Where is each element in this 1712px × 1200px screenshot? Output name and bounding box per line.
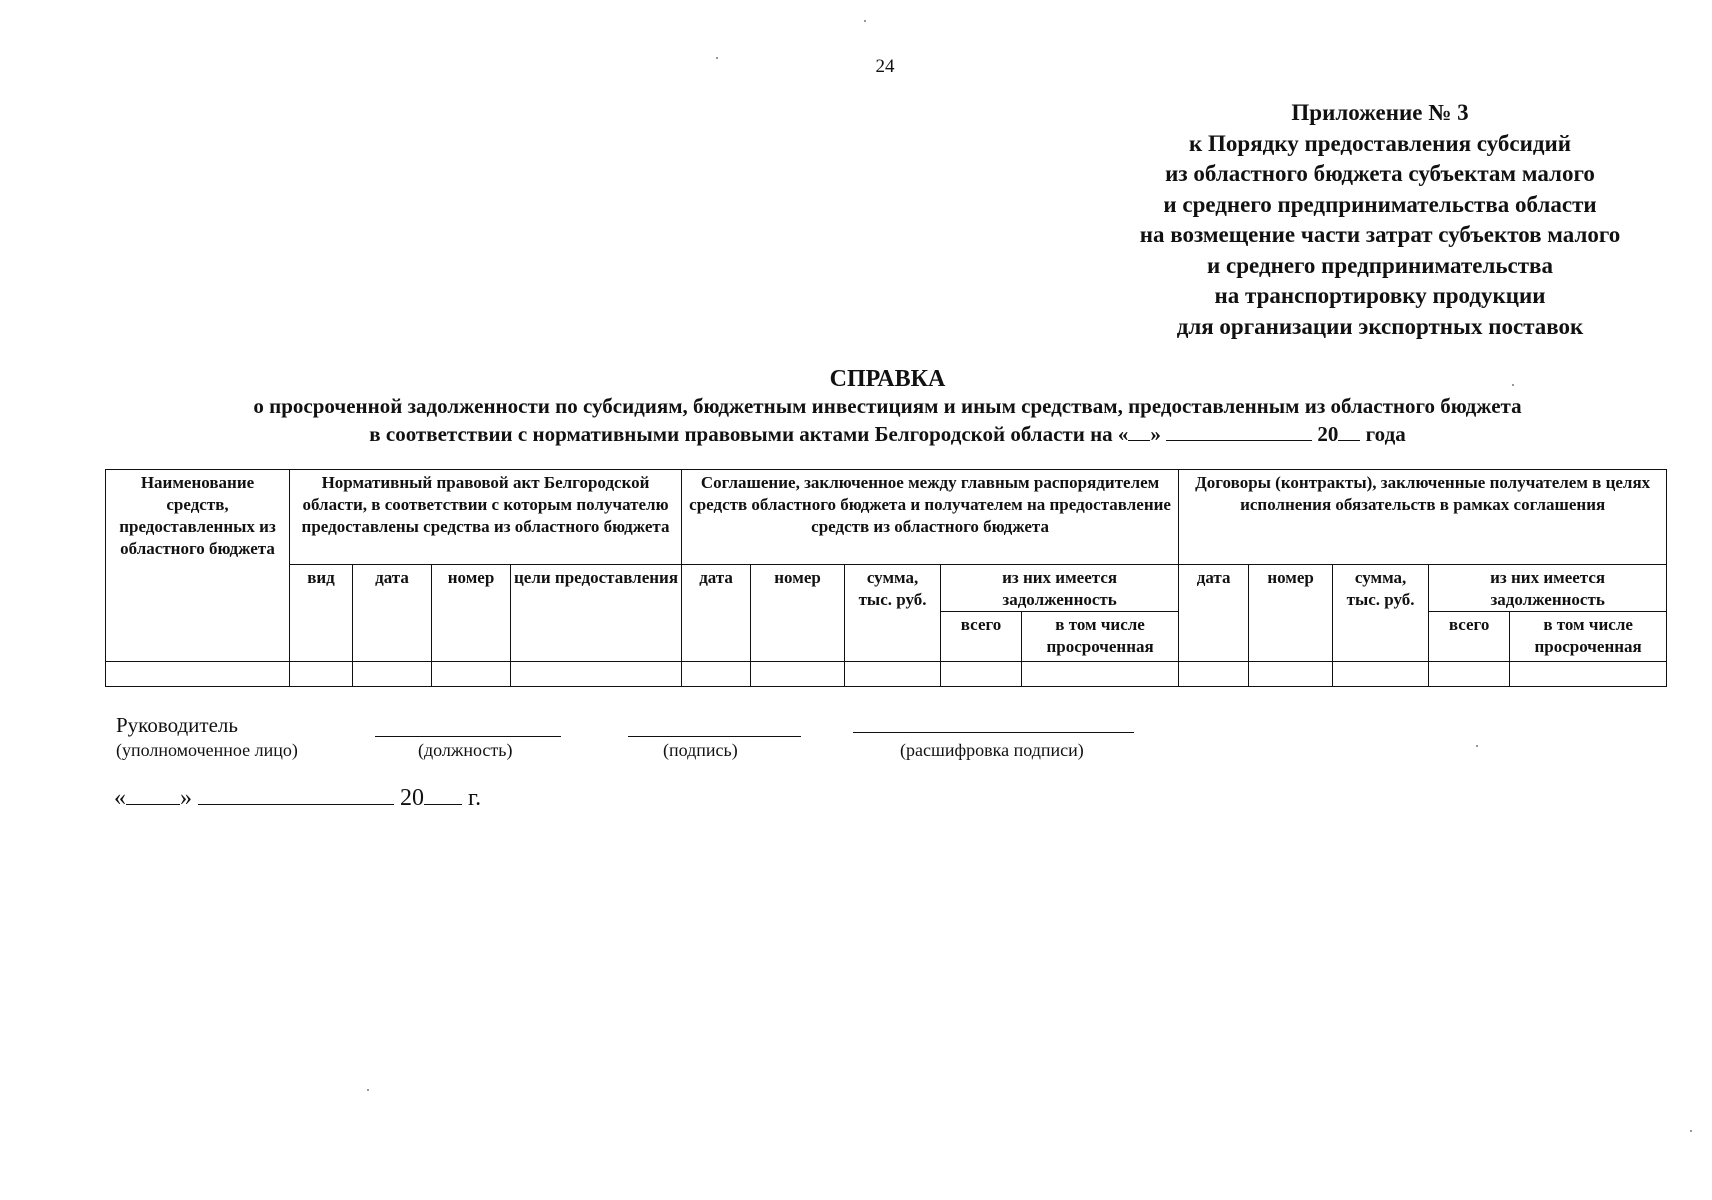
scan-speck — [1690, 1130, 1692, 1132]
table-cell[interactable] — [845, 662, 941, 687]
table-cell[interactable] — [1249, 662, 1333, 687]
table-cell[interactable] — [1022, 662, 1179, 687]
position-label: (должность) — [418, 740, 513, 760]
header-act-number: номер — [432, 565, 511, 662]
table-cell[interactable] — [682, 662, 751, 687]
year-prefix: 20 — [1317, 422, 1339, 446]
header-act-type: вид — [290, 565, 353, 662]
appendix-line: на возмещение части затрат субъектов малого — [1139, 222, 1621, 247]
appendix-line: к Порядку предоставления субсидий — [1189, 130, 1571, 156]
signature-label: (подпись) — [663, 740, 738, 760]
scan-speck — [716, 57, 718, 59]
scan-speck — [864, 20, 866, 22]
scan-speck — [1476, 745, 1478, 747]
header-contract-debt-total: всего — [1429, 612, 1510, 662]
table-cell[interactable] — [353, 662, 432, 687]
date-quote-open: « — [114, 785, 126, 811]
debt-table — [105, 469, 1667, 687]
document-subtitle — [0, 392, 1712, 448]
signature-line[interactable] — [628, 736, 801, 737]
table-cell[interactable] — [432, 662, 511, 687]
table-row — [106, 662, 1667, 687]
signature-head-sublabel: (уполномоченное лицо) — [116, 740, 298, 760]
position-line[interactable] — [375, 736, 561, 737]
month-blank[interactable] — [1166, 420, 1312, 441]
year-blank[interactable] — [1338, 420, 1360, 441]
appendix-line: и среднего предпринимательства — [1207, 252, 1553, 278]
appendix-line: из областного бюджета субъектам малого — [1165, 161, 1595, 186]
quote-close: » — [1150, 422, 1161, 446]
header-agreement-sum: сумма, тыс. руб. — [845, 565, 941, 662]
scan-speck — [367, 1089, 369, 1091]
table-cell[interactable] — [1510, 662, 1667, 687]
table-cell[interactable] — [751, 662, 845, 687]
appendix-line: и среднего предпринимательства области — [1163, 191, 1597, 217]
table-cell[interactable] — [1333, 662, 1429, 687]
table-cell[interactable] — [1429, 662, 1510, 687]
header-contract-sum: сумма, тыс. руб. — [1333, 565, 1429, 662]
date-day-blank[interactable] — [126, 784, 180, 805]
date-month-blank[interactable] — [198, 784, 394, 805]
signature-decode-label: (расшифровка подписи) — [900, 740, 1084, 760]
date-suffix: г. — [468, 785, 482, 811]
header-agreement-number: номер — [751, 565, 845, 662]
header-agreement-debt-overdue: в том числе просроченная — [1022, 612, 1179, 662]
appendix-line: Приложение № 3 — [1291, 100, 1469, 125]
appendix-heading — [1060, 98, 1700, 342]
page-number: 24 — [875, 56, 895, 77]
subtitle-line-1: о просроченной задолженности по субсидиям, бюджетным инвестициям и иным средствам, предоставленным из областного бюджета — [253, 394, 1522, 418]
date-line — [114, 784, 481, 812]
subtitle-line-2 — [0, 420, 1712, 448]
header-contracts: Договоры (контракты), заключенные получателем в целях исполнения обязательств в рамках соглашения — [1179, 470, 1667, 565]
signature-decode-line[interactable] — [853, 732, 1134, 733]
header-funds-name: Наименование средств, предоставленных из областного бюджета — [106, 470, 290, 662]
header-agreement-debt-total: всего — [941, 612, 1022, 662]
date-year-blank[interactable] — [424, 784, 462, 805]
document-title: СПРАВКА — [829, 366, 946, 392]
subtitle-text: в соответствии с нормативными правовыми актами Белгородской области на « — [369, 422, 1129, 446]
table-cell[interactable] — [1179, 662, 1249, 687]
table-cell[interactable] — [106, 662, 290, 687]
day-blank[interactable] — [1128, 420, 1150, 441]
appendix-line: для организации экспортных поставок — [1176, 313, 1584, 339]
table-cell[interactable] — [511, 662, 682, 687]
year-word: года — [1365, 422, 1406, 446]
header-act-purpose: цели предоставления — [511, 565, 682, 662]
header-contract-number: номер — [1249, 565, 1333, 662]
table-cell[interactable] — [941, 662, 1022, 687]
header-normative-act: Нормативный правовой акт Белгородской области, в соответствии с которым получателю предоставлены средства из областного бюджета — [290, 470, 682, 565]
header-contract-date: дата — [1179, 565, 1249, 662]
scan-speck — [1512, 384, 1514, 386]
table-cell[interactable] — [290, 662, 353, 687]
signature-head-label: Руководитель — [116, 713, 238, 737]
appendix-line: на транспортировку продукции — [1214, 283, 1546, 308]
header-contract-debt-overdue: в том числе просроченная — [1510, 612, 1667, 662]
date-quote-close: » — [180, 785, 192, 811]
header-contract-debt: из них имеется задолженность — [1429, 565, 1667, 612]
header-agreement-date: дата — [682, 565, 751, 662]
header-agreement: Соглашение, заключенное между главным распорядителем средств областного бюджета и получателем на предоставление средств из областного бюджета — [682, 470, 1179, 565]
header-act-date: дата — [353, 565, 432, 662]
date-year-prefix: 20 — [400, 785, 424, 811]
header-agreement-debt: из них имеется задолженность — [941, 565, 1179, 612]
